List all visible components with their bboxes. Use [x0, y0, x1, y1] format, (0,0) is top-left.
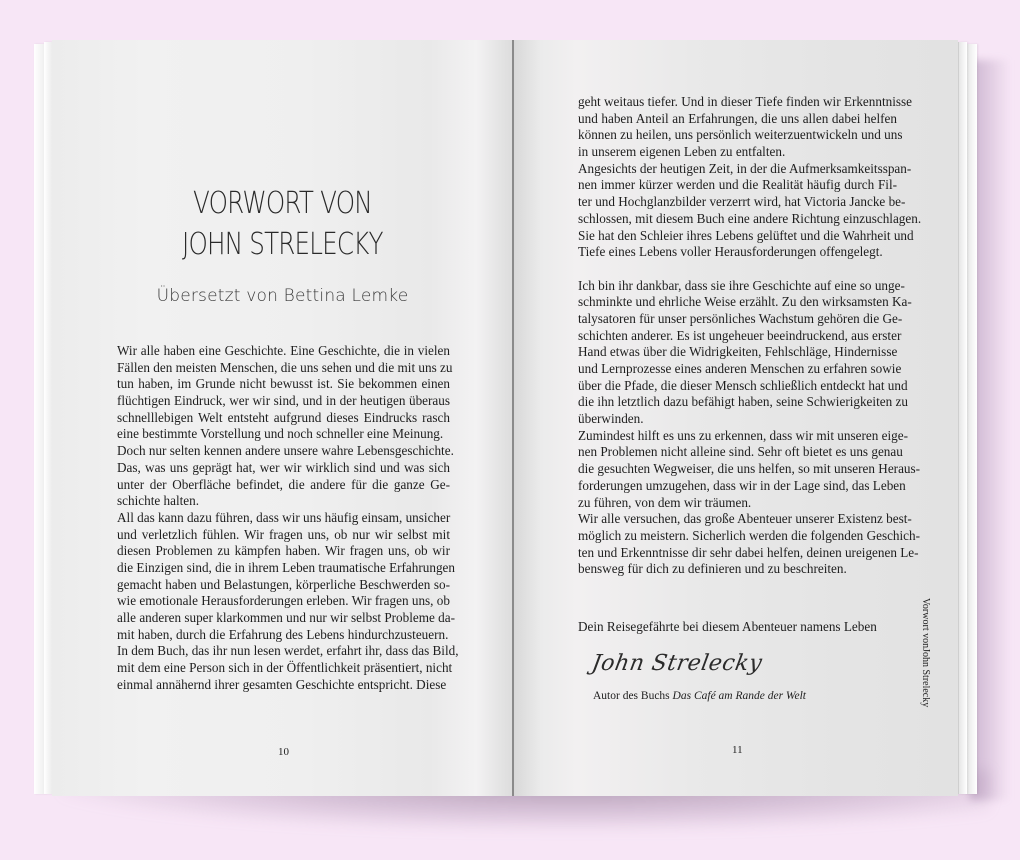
text-line: bensweg für dich zu definieren und zu beschreiten.	[578, 561, 847, 577]
left-page	[52, 40, 513, 796]
text-line: mit haben, durch die Erfahrung des Lebens hindurchzusteuern.	[117, 626, 449, 642]
text-line: Doch nur selten kennen andere unsere wahre Lebensgeschichte.	[117, 443, 454, 459]
text-line: schnelllebigen Welt entsteht aufgrund dieses Eindrucks rasch	[117, 409, 450, 425]
text-line: gemacht haben und Belastungen, körperliche Beschwerden so-	[117, 576, 450, 592]
running-head: Vorwort vonJohn Strelecky	[920, 598, 931, 708]
text-line: schlossen, mit diesem Buch eine andere Richtung einzuschlagen.	[578, 210, 922, 226]
text-line: die gesuchten Wegweiser, die uns helfen, so mit unseren Heraus-	[578, 461, 921, 477]
text-line: möglich zu meistern. Sicherlich werden die folgenden Geschich-	[578, 527, 921, 543]
text-line: Sie hat den Schleier ihres Lebens gelüftet und die Wahrheit und	[578, 227, 914, 243]
text-line: über die Pfade, die dieser Mensch schließlich entdeckt hat und	[578, 377, 908, 393]
right-body-text	[578, 94, 922, 578]
text-line: ter und Hochglanzbilder verzerrt wird, hat Victoria Jancke be-	[578, 194, 906, 210]
translator-credit: Übersetzt von Bettina Lemke	[156, 286, 409, 306]
text-line: nen Problemen nicht alleine sind. Sehr oft bietet es uns genau	[578, 444, 903, 460]
text-line: talysatoren für unser persönliches Wachstum gehören die Ge-	[578, 310, 903, 326]
text-line: alle anderen super klarkommen und nur wir selbst Probleme da-	[117, 610, 456, 625]
text-line: einmal annähernd ihrer gesamten Geschichte entspricht. Diese	[117, 676, 447, 692]
text-line: Zumindest hilft es uns zu erkennen, dass wir mit unseren eige-	[578, 427, 908, 443]
text-line: wie emotionale Herausforderungen erleben. Wir fragen uns, ob	[117, 593, 450, 609]
text-line: Wir alle versuchen, das große Abenteuer unserer Existenz best-	[578, 511, 912, 527]
text-line: und verletzlich fühlen. Wir fragen uns, ob nur wir selbst mit	[117, 526, 450, 542]
author-prefix: Autor des Buchs	[593, 690, 673, 702]
signature: John Strelecky	[589, 651, 765, 676]
page-stack-right-outer	[966, 44, 977, 794]
text-line: flüchtigen Eindruck, wer wir sind, und in der heutigen überaus	[117, 393, 450, 409]
text-line: und Lernprozesse eines anderen Menschen zu erfahren sowie	[578, 361, 902, 376]
page-stack-right-inner	[958, 42, 967, 794]
text-line: in unserem eigenen Leben zu entfalten.	[578, 144, 786, 160]
text-line: überwinden.	[578, 411, 644, 427]
chapter-title-line-1: VORWORT VON	[192, 186, 372, 221]
text-line: zu führen, von dem wir träumen.	[578, 494, 752, 510]
text-line: diesen Problemen zu kämpfen haben. Wir fragen uns, ob wir	[117, 543, 450, 559]
text-line: schichten anderer. Es ist ungeheuer beeindruckend, aus erster	[578, 327, 902, 343]
paragraph-gap	[578, 261, 897, 278]
text-line: Angesichts der heutigen Zeit, in der die Aufmerksamkeitsspan-	[578, 160, 912, 176]
text-line: die Einzigen sind, die in ihrem Leben traumatische Erfahrungen	[117, 559, 455, 575]
text-line: können zu heilen, uns persönlich weiterzuentwickeln und uns	[578, 127, 903, 143]
text-line: unter der Oberfläche befindet, die andere für die ganze Ge-	[117, 476, 450, 492]
closing-line: Dein Reisegefährte bei diesem Abenteuer namens Leben	[578, 619, 877, 634]
text-line: In dem Buch, das ihr nun lesen werdet, erfahrt ihr, dass das Bild,	[117, 643, 459, 659]
page-number-right: 11	[732, 744, 743, 756]
chapter-title	[93, 183, 471, 265]
text-line: forderungen umzugehen, dass wir in der Lage sind, das Leben	[578, 477, 906, 493]
right-page	[514, 40, 958, 796]
text-line: tun haben, im Grunde nicht bewusst ist. Sie bekommen einen	[117, 376, 450, 392]
text-line: die ihn letztlich dazu befähigt haben, seine Schwierigkeiten zu	[578, 394, 908, 410]
text-line: eine bestimmte Vorstellung und noch schneller eine Meinung.	[117, 426, 444, 442]
text-line: geht weitaus tiefer. Und in dieser Tiefe finden wir Erkenntnisse	[578, 94, 913, 109]
text-line: Fällen den meisten Menschen, die uns sehen und die mit uns zu	[117, 359, 453, 375]
text-line: schminkte und ehrliche Weise erzählt. Zu den wirksamsten Ka-	[578, 294, 912, 310]
text-line: Hand etwas über die Widrigkeiten, Fehlschläge, Hindernisse	[578, 344, 898, 360]
text-line: und haben Anteil an Erfahrungen, die uns allen dabei helfen	[578, 110, 897, 126]
page-number-left: 10	[278, 746, 289, 758]
text-line: mit dem eine Person sich in der Öffentlichkeit präsentiert, nicht	[117, 660, 453, 676]
text-line: ten und Erkenntnisse dir sehr dabei helfen, deinen ureigenen Le-	[578, 544, 919, 560]
author-credit	[593, 690, 806, 702]
text-line: schichte halten.	[117, 493, 200, 509]
text-line: nen immer kürzer werden und die Realität häufig durch Fil-	[578, 177, 897, 193]
chapter-title-line-2: JOHN STRELECKY	[182, 227, 383, 262]
text-line: Das, was uns geprägt hat, wer wir wirklich sind und was sich	[117, 459, 450, 475]
text-line: All das kann dazu führen, dass wir uns häufig einsam, unsicher	[117, 509, 451, 525]
book-title: Das Café am Rande der Welt	[672, 690, 806, 702]
text-line: Wir alle haben eine Geschichte. Eine Geschichte, die in vielen	[117, 343, 450, 358]
text-line: Ich bin ihr dankbar, dass sie ihre Geschichte auf eine so unge-	[578, 277, 905, 293]
text-line: Tiefe eines Lebens voller Herausforderungen offengelegt.	[578, 244, 883, 260]
left-body-text	[117, 343, 459, 693]
